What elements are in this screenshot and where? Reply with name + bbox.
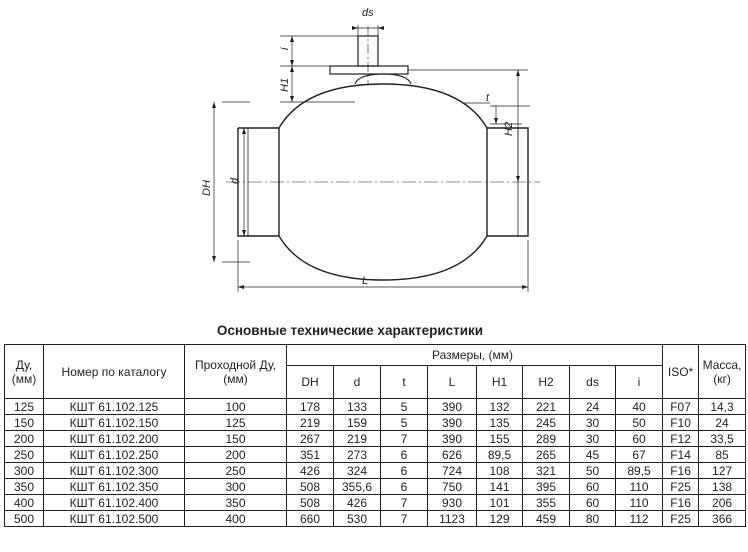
table-cell: 351 [287,447,334,463]
table-cell: 390 [428,431,477,447]
header-h1: H1 [477,366,523,399]
table-cell: 50 [616,415,663,431]
table-cell: КШТ 61.102.200 [44,431,185,447]
table-cell: 750 [428,479,477,495]
table-cell: 508 [287,495,334,511]
table-cell: КШТ 61.102.400 [44,495,185,511]
table-cell: 60 [616,431,663,447]
table-cell: 133 [334,399,381,415]
table-cell: F25 [663,479,699,495]
table-row [5,479,746,495]
table-cell: 321 [523,463,570,479]
header-d: d [334,366,381,399]
table-cell: КШТ 61.102.300 [44,463,185,479]
table-cell: 7 [381,495,428,511]
table-cell: 108 [477,463,523,479]
table-cell: 724 [428,463,477,479]
label-t: t [486,92,490,104]
table-cell: 245 [523,415,570,431]
table-cell: 141 [477,479,523,495]
table-cell: 930 [428,495,477,511]
label-l: L [362,275,369,287]
table-cell: 426 [287,463,334,479]
table-cell: 138 [699,479,746,495]
table-cell: 30 [570,431,616,447]
table-row [5,399,746,415]
header-h2: H2 [523,366,570,399]
specifications-table [4,344,746,527]
header-i: i [616,366,663,399]
table-cell: 129 [477,511,523,527]
table-cell: 67 [616,447,663,463]
table-row [5,415,746,431]
table-cell: КШТ 61.102.150 [44,415,185,431]
table-cell: F16 [663,463,699,479]
table-cell: 265 [523,447,570,463]
table-cell: 112 [616,511,663,527]
table-cell: 14,3 [699,399,746,415]
table-cell: 221 [523,399,570,415]
table-cell: 89,5 [477,447,523,463]
table-cell: 355,6 [334,479,381,495]
table-cell: 155 [477,431,523,447]
header-l: L [428,366,477,399]
table-cell: 250 [5,447,44,463]
table-cell: 125 [185,415,287,431]
label-d: d [229,177,241,184]
table-cell: 80 [570,511,616,527]
table-cell: 355 [523,495,570,511]
table-cell: 206 [699,495,746,511]
table-cell: 219 [287,415,334,431]
table-row [5,511,746,527]
table-cell: КШТ 61.102.500 [44,511,185,527]
header-sizes: Размеры, (мм) [287,345,663,366]
table-row [5,431,746,447]
table-cell: 200 [185,447,287,463]
table-cell: 110 [616,495,663,511]
table-cell: 500 [5,511,44,527]
table-cell: 24 [570,399,616,415]
table-cell: 350 [5,479,44,495]
header-dn: DH [287,366,334,399]
table-cell: F14 [663,447,699,463]
table-cell: 400 [185,511,287,527]
header-iso: ISO* [663,345,699,399]
table-cell: 100 [185,399,287,415]
table-cell: 459 [523,511,570,527]
table-cell: 178 [287,399,334,415]
label-ds: ds [362,7,374,19]
label-i: i [279,47,291,50]
table-cell: 110 [616,479,663,495]
table-cell: 5 [381,415,428,431]
table-cell: F07 [663,399,699,415]
table-cell: 30 [570,415,616,431]
table-cell: 366 [699,511,746,527]
table-cell: 60 [570,479,616,495]
table-cell: 289 [523,431,570,447]
table-cell: 5 [381,399,428,415]
table-cell: 6 [381,463,428,479]
stem-neck [355,74,411,84]
table-cell: 1123 [428,511,477,527]
header-t: t [381,366,428,399]
table-cell: 101 [477,495,523,511]
header-mass: Масса, (кг) [699,345,746,399]
table-row [5,463,746,479]
table-cell: 60 [570,495,616,511]
table-cell: 267 [287,431,334,447]
table-cell: 33,5 [699,431,746,447]
header-catalog: Номер по каталогу [44,345,185,399]
header-ds: ds [570,366,616,399]
table-cell: 7 [381,511,428,527]
table-cell: 219 [334,431,381,447]
label-h2: H2 [503,121,515,136]
table-cell: 159 [334,415,381,431]
table-cell: 89,5 [616,463,663,479]
header-du: Ду, (мм) [5,345,44,399]
table-cell: F16 [663,495,699,511]
table-cell: 40 [616,399,663,415]
table-cell: 390 [428,415,477,431]
table-cell: 6 [381,479,428,495]
header-bore: Проходной Ду, (мм) [185,345,287,399]
table-cell: 45 [570,447,616,463]
table-cell: 273 [334,447,381,463]
table-cell: 350 [185,495,287,511]
table-cell: 395 [523,479,570,495]
table-cell: 626 [428,447,477,463]
table-cell: КШТ 61.102.250 [44,447,185,463]
table-cell: F12 [663,431,699,447]
table-cell: 132 [477,399,523,415]
table-body [5,399,746,527]
table-row [5,495,746,511]
table-row [5,447,746,463]
table-cell: 390 [428,399,477,415]
top-flange [330,66,408,74]
table-cell: 7 [381,431,428,447]
table-cell: 127 [699,463,746,479]
table-cell: 250 [185,463,287,479]
table-cell: 85 [699,447,746,463]
table-cell: 300 [185,479,287,495]
table-cell: КШТ 61.102.125 [44,399,185,415]
table-cell: 150 [185,431,287,447]
label-dn: DH [201,180,213,196]
table-cell: 24 [699,415,746,431]
table-cell: 50 [570,463,616,479]
table-cell: 660 [287,511,334,527]
table-cell: F10 [663,415,699,431]
table-cell: 135 [477,415,523,431]
table-title: Основные технические характеристики [216,323,484,338]
table-cell: 324 [334,463,381,479]
table-cell: F25 [663,511,699,527]
table-cell: 400 [5,495,44,511]
label-h1: H1 [279,77,291,92]
table-cell: 150 [5,415,44,431]
table-cell: 6 [381,447,428,463]
table-cell: КШТ 61.102.350 [44,479,185,495]
table-cell: 530 [334,511,381,527]
table-cell: 125 [5,399,44,415]
table-cell: 200 [5,431,44,447]
table-cell: 300 [5,463,44,479]
table-cell: 426 [334,495,381,511]
table-cell: 508 [287,479,334,495]
